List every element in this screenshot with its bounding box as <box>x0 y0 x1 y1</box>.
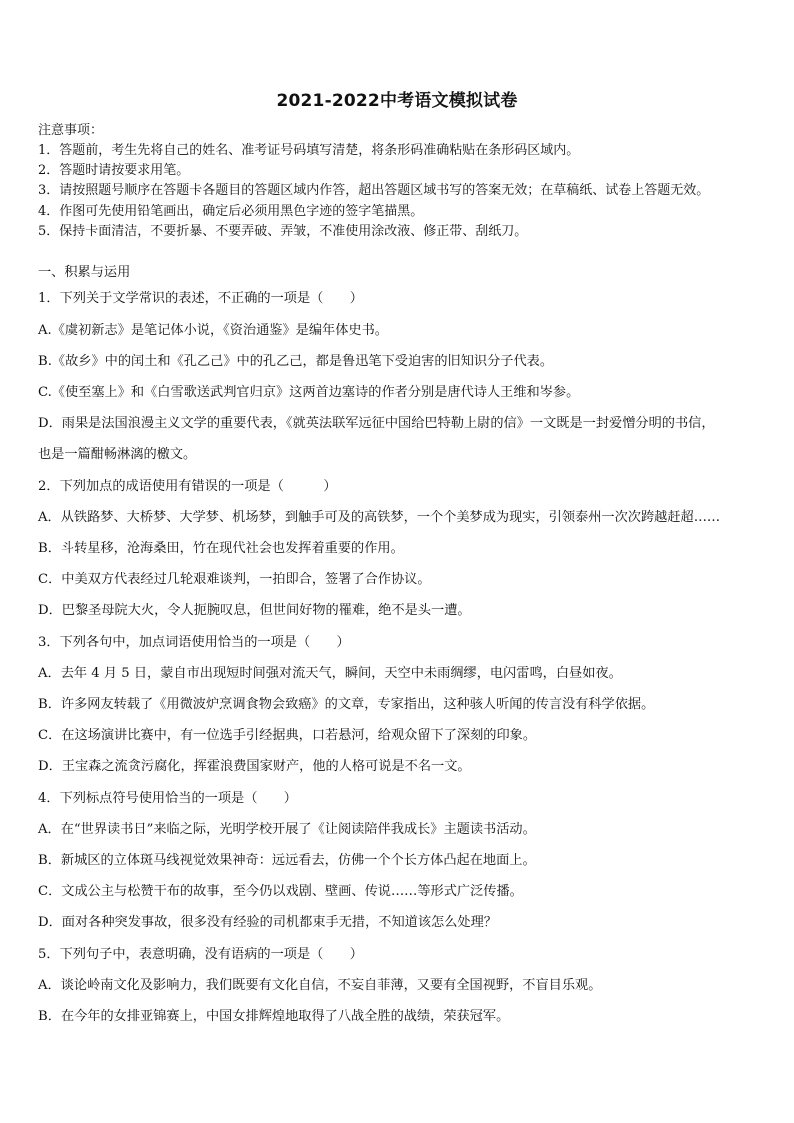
question-option: B．许多网友转载了《用微波炉烹调食物会致癌》的文章，专家指出，这种骇人听闻的传言没有科学依据。 <box>38 697 655 712</box>
question-option: B．在今年的女排亚锦赛上，中国女排辉煌地取得了八战全胜的战绩，荣获冠军。 <box>38 1009 510 1024</box>
question-stem: 4．下列标点符号使用恰当的一项是（ ） <box>38 791 297 806</box>
question-option: B．斗转星移，沧海桑田，竹在现代社会也发挥着重要的作用。 <box>38 541 404 556</box>
question-option: D．雨果是法国浪漫主义文学的重要代表，《就英法联军远征中国给巴特勒上尉的信》一文既是一封爱憎分明的书信， <box>38 416 715 431</box>
question-option: A．谈论岭南文化及影响力，我们既要有文化自信，不妄自菲薄，又要有全国视野，不盲目乐观。 <box>38 978 602 993</box>
notice-item: 4．作图可先使用铅笔画出，确定后必须用黑色字迹的签字笔描黑。 <box>38 204 424 219</box>
question-option: C．文成公主与松赞干布的故事，至今仍以戏剧、壁画、传说……等形式广泛传播。 <box>38 884 523 899</box>
question-option: D．面对各种突发事故，很多没有经验的司机都束手无措，不知道该怎么处理？ <box>38 915 497 930</box>
notice-item: 3．请按照题号顺序在答题卡各题目的答题区域内作答，超出答题区域书写的答案无效；在草稿纸、试卷上答题无效。 <box>38 183 710 198</box>
question-option: D．王宝森之流贪污腐化，挥霍浪费国家财产，他的人格可说是不名一文。 <box>38 759 471 774</box>
question-option: A.《虞初新志》是笔记体小说，《资治通鉴》是编年体史书。 <box>38 323 388 338</box>
question-option: A．去年 4 月 5 日，蒙自市出现短时间强对流天气，瞬间，天空中未雨绸缪，电闪雷鸣，白昼如夜。 <box>38 666 622 681</box>
notice-heading: 注意事项： <box>38 123 104 138</box>
question-option: C.《使至塞上》和《白雪歌送武判官归京》这两首边塞诗的作者分别是唐代诗人王维和岑参。 <box>38 385 580 400</box>
section-heading: 一、积累与运用 <box>38 265 131 280</box>
notice-item: 5．保持卡面清洁，不要折暴、不要弄破、弄皱，不准使用涂改液、修正带、刮纸刀。 <box>38 224 528 239</box>
notice-item: 2．答题时请按要求用笔。 <box>38 163 190 178</box>
question-stem: 5．下列句子中，表意明确，没有语病的一项是（ ） <box>38 947 363 962</box>
question-option: C．中美双方代表经过几轮艰难谈判，一拍即合，签署了合作协议。 <box>38 572 431 587</box>
question-option: B．新城区的立体斑马线视觉效果神奇：远远看去，仿佛一个个长方体凸起在地面上。 <box>38 853 536 868</box>
question-stem: 1．下列关于文学常识的表述，不正确的一项是（ ） <box>38 291 363 306</box>
question-option: A．在“世界读书日”来临之际，光明学校开展了《让阅读陪伴我成长》主题读书活动。 <box>38 822 536 837</box>
question-option: C．在这场演讲比赛中，有一位选手引经据典，口若悬河，给观众留下了深刻的印象。 <box>38 728 537 743</box>
question-option: A．从铁路梦、大桥梦、大学梦、机场梦，到触手可及的高铁梦，一个个美梦成为现实，引领泰州一次次跨越赶超…… <box>38 510 721 525</box>
question-option: B.《故乡》中的闰土和《孔乙己》中的孔乙己，都是鲁迅笔下受迫害的旧知识分子代表。 <box>38 354 554 369</box>
question-stem: 2．下列加点的成语使用有错误的一项是（ ） <box>38 479 337 494</box>
notice-item: 1．答题前，考生先将自己的姓名、准考证号码填写清楚，将条形码准确粘贴在条形码区域内。 <box>38 143 580 158</box>
question-stem: 3．下列各句中，加点词语使用恰当的一项是（ ） <box>38 635 350 650</box>
question-option: D．巴黎圣母院大火，令人扼腕叹息，但世间好物的罹难，绝不是头一遭。 <box>38 603 471 618</box>
exam-title: 2021-2022中考语文模拟试卷 <box>276 91 518 111</box>
question-option: 也是一篇酣畅淋漓的檄文。 <box>38 447 197 462</box>
